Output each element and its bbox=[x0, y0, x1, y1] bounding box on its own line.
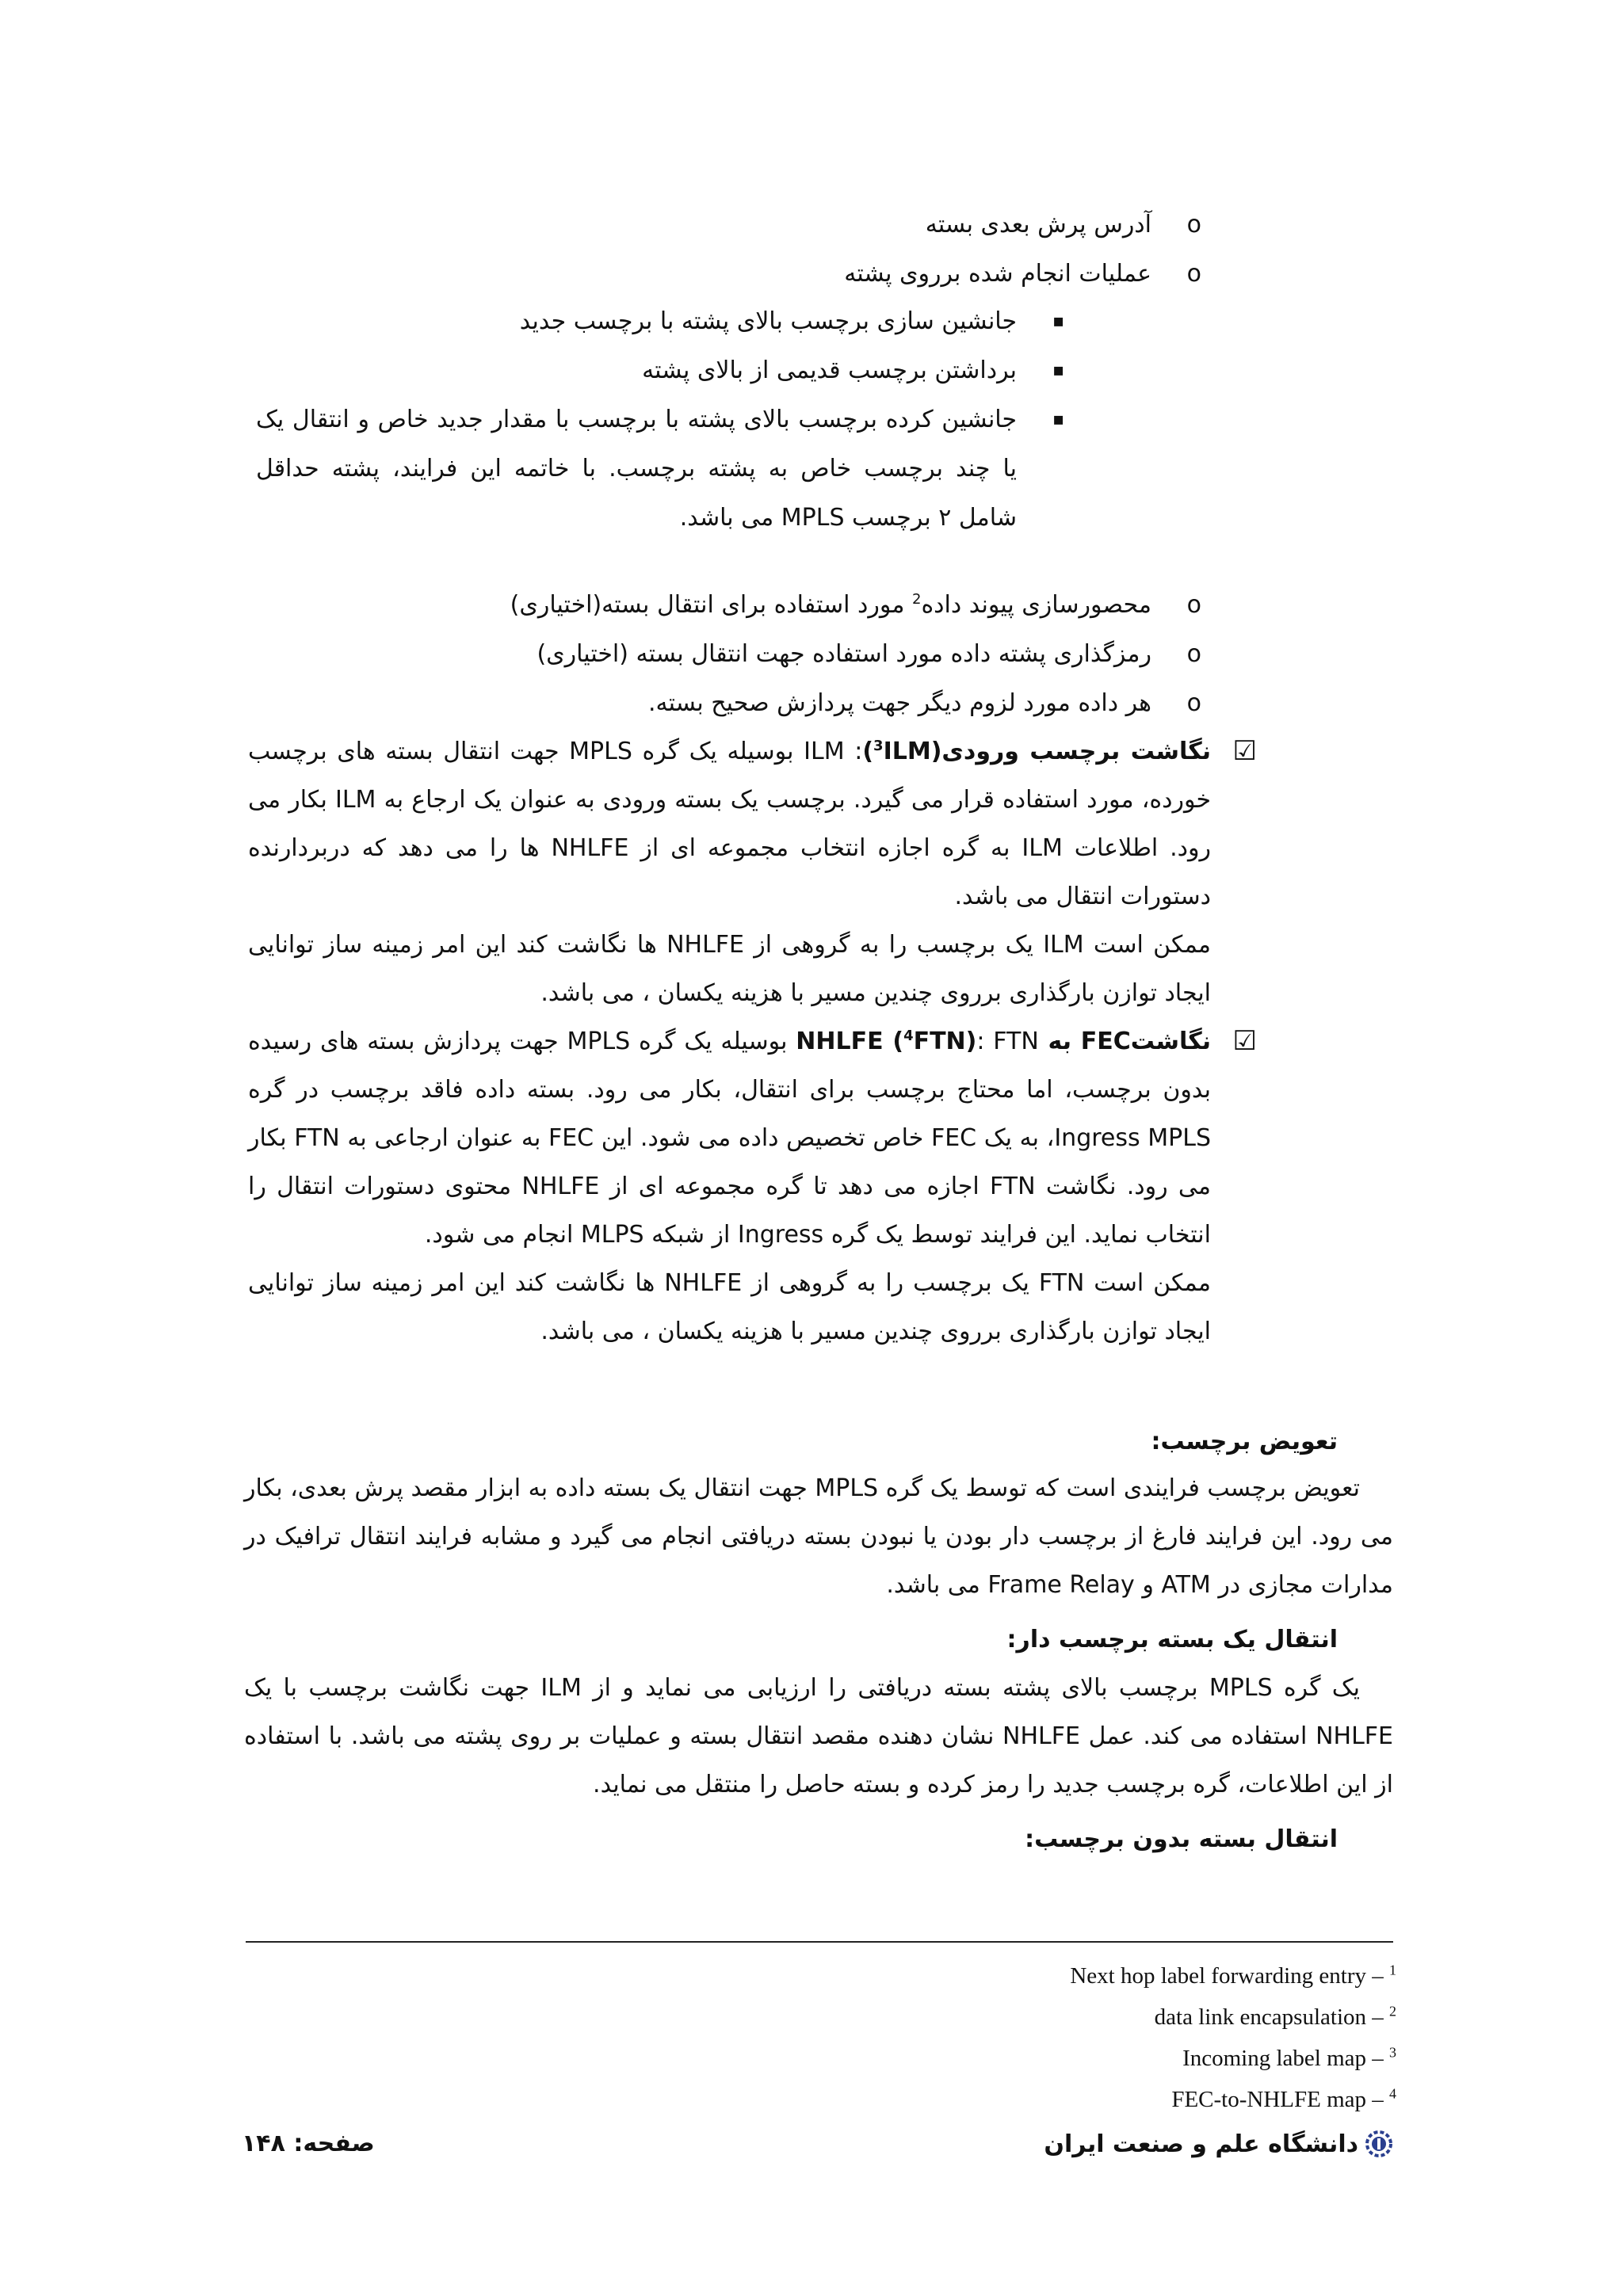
sub-list-item: ▪ جانشین کرده برچسب بالای پشته با برچسب با مقدار جدید خاص و انتقال یک یا چند برچسب خاص به پشته برچسب. با خاتمه این فرایند، پشته حداقل شامل ۲ برچسب MPLS می باشد. bbox=[256, 395, 1017, 543]
section-heading: انتقال بسته بدون برچسب: bbox=[1025, 1825, 1338, 1853]
circle-bullet-icon: o bbox=[1186, 211, 1201, 238]
list-item: o آدرس پرش بعدی بسته bbox=[359, 200, 1151, 250]
footnote: Next hop label forwarding entry – $^1$ bbox=[1070, 1962, 1396, 1989]
list-item: o محصورسازی پیوند داده$^2$ مورد استفاده برای انتقال بسته(اختیاری) bbox=[359, 581, 1151, 630]
list-item: o رمزگذاری پشته داده مورد استفاده جهت انتقال بسته (اختیاری) bbox=[359, 630, 1151, 679]
ftn-definition: ☑ نگاشتFEC به NHLFE ($^4$FTN): FTN بوسیله یک گره MPLS جهت پردازش بسته های رسیده بدون برچسب، اما محتاج برچسب برای انتقال، بکار می رود. بسته داده فاقد برچسب در گره Ingress MPLS، به یک FEC خاص تخصیص داده می شود. این FEC به عنوان ارجاعی به FTN بکار می رود. نگاشت FTN اجازه می دهد تا گره مجموعه ای از NHLFE محتوی دستورات انتقال را انتخاب نماید. این فرایند توسط یک گره Ingress از شبکه MLPS انجام می شود. ممکن است FTN یک برچسب را به گروهی از NHLFE ها نگاشت کند این امر زمینه ساز توانایی ایجاد توازن بارگذاری برروی چندین مسیر با هزینه یکسان ، می باشد. bbox=[248, 1017, 1211, 1356]
sub-list-item: ▪ جانشین سازی برچسب بالای پشته با برچسب جدید bbox=[256, 297, 1017, 346]
section-paragraph: یک گره MPLS برچسب بالای پشته بسته دریافتی را ارزیابی می نماید و از ILM جهت نگاشت برچسب با یک NHLFE استفاده می کند. عمل NHLFE نشان دهنده مقصد انتقال بسته و عملیات بر روی پشته می باشد. با استفاده از این اطلاعات، گره برچسب جدید را رمز کرده و بسته حاصل را منتقل می نماید. bbox=[244, 1674, 1393, 1798]
university-logo-icon bbox=[1365, 2130, 1393, 2158]
square-bullet-icon: ▪ bbox=[1052, 360, 1064, 380]
footnote: data link encapsulation – $^2$ bbox=[1154, 2003, 1396, 2030]
checkbox-icon: ☑ bbox=[1232, 735, 1257, 767]
sub-list-item: ▪ برداشتن برچسب قدیمی از بالای پشته bbox=[256, 346, 1017, 395]
square-bullet-icon: ▪ bbox=[1052, 410, 1064, 429]
circle-bullet-icon: o bbox=[1186, 591, 1201, 619]
circle-bullet-icon: o bbox=[1186, 689, 1201, 717]
square-bullet-icon: ▪ bbox=[1052, 311, 1064, 331]
section-paragraph: تعویض برچسب فرایندی است که توسط یک گره MPLS جهت انتقال یک بسته داده به ابزار مقصد پرش بعدی، بکار می رود. این فرایند فارغ از برچسب دار بودن یا نبودن بسته دریافتی انجام می گیرد و مشابه فرایند انتقال ترافیک در مدارات مجازی در ATM و Frame Relay می باشد. bbox=[244, 1474, 1393, 1599]
ilm-definition: ☑ نگاشت برچسب ورودی($^3$ILM): ILM بوسیله یک گره MPLS جهت انتقال بسته های برچسب خورده، مورد استفاده قرار می گیرد. برچسب یک بسته ورودی به عنوان یک ارجاع به ILM بکار می رود. اطلاعات ILM به گره اجازه انتخاب مجموعه ای از NHLFE ها را می دهد که دربردارنده دستورات انتقال می باشد. ممکن است ILM یک برچسب را به گروهی از NHLFE ها نگاشت کند این امر زمینه ساز توانایی ایجاد توازن بارگذاری برروی چندین مسیر با هزینه یکسان ، می باشد. bbox=[248, 727, 1211, 1017]
checkbox-icon: ☑ bbox=[1232, 1025, 1257, 1057]
list-item: o هر داده مورد لزوم دیگر جهت پردازش صحیح بسته. bbox=[359, 679, 1151, 728]
section-heading: تعویض برچسب: bbox=[1151, 1428, 1338, 1455]
circle-bullet-icon: o bbox=[1186, 260, 1201, 288]
footer-university: دانشگاه علم و صنعت ایران bbox=[1044, 2130, 1393, 2158]
circle-bullet-icon: o bbox=[1186, 640, 1201, 668]
footnote-divider bbox=[246, 1941, 1393, 1943]
list-item: o عملیات انجام شده برروی پشته bbox=[359, 250, 1151, 299]
section-heading: انتقال یک بسته برچسب دار: bbox=[1006, 1626, 1338, 1653]
page-number: صفحه: ۱۴۸ bbox=[242, 2130, 375, 2157]
footnote: FEC-to-NHLFE map – $^4$ bbox=[1171, 2085, 1396, 2112]
footnote: Incoming label map – $^3$ bbox=[1182, 2044, 1396, 2071]
